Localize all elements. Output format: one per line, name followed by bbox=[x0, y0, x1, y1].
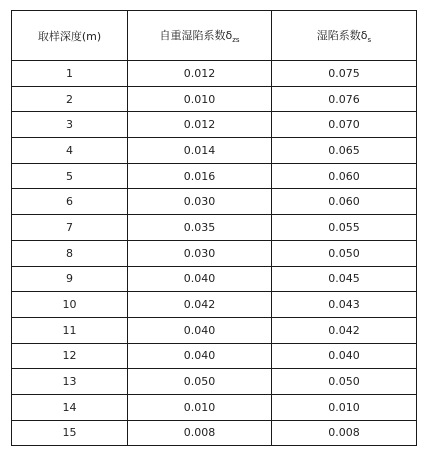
cell-self-weight: 0.012 bbox=[128, 61, 272, 87]
table-row bbox=[12, 317, 417, 343]
cell-depth: 11 bbox=[12, 317, 128, 343]
table-row bbox=[12, 369, 417, 395]
table-row bbox=[12, 266, 417, 292]
header-depth-label: 取样深度(m) bbox=[37, 29, 102, 43]
header-row bbox=[12, 11, 417, 61]
cell-coefficient: 0.008 bbox=[272, 420, 417, 446]
cell-self-weight: 0.040 bbox=[128, 266, 272, 292]
cell-self-weight: 0.014 bbox=[128, 138, 272, 164]
cell-coefficient: 0.060 bbox=[272, 189, 417, 215]
cell-coefficient: 0.050 bbox=[272, 369, 417, 395]
cell-self-weight: 0.030 bbox=[128, 240, 272, 266]
cell-depth: 2 bbox=[12, 86, 128, 112]
cell-depth: 6 bbox=[12, 189, 128, 215]
cell-depth: 4 bbox=[12, 138, 128, 164]
cell-self-weight: 0.040 bbox=[128, 317, 272, 343]
cell-depth: 3 bbox=[12, 112, 128, 138]
table-row bbox=[12, 343, 417, 369]
cell-self-weight: 0.050 bbox=[128, 369, 272, 395]
header-self-weight-subscript: zs bbox=[232, 36, 240, 44]
cell-depth: 13 bbox=[12, 369, 128, 395]
table-row bbox=[12, 86, 417, 112]
header-self-weight-label: 自重湿陷系数δ bbox=[159, 29, 233, 42]
table-row bbox=[12, 215, 417, 241]
cell-depth: 7 bbox=[12, 215, 128, 241]
header-coefficient-subscript: s bbox=[367, 36, 372, 44]
cell-coefficient: 0.075 bbox=[272, 61, 417, 87]
header-self-weight-coefficient bbox=[128, 11, 272, 61]
cell-coefficient: 0.040 bbox=[272, 343, 417, 369]
cell-coefficient: 0.060 bbox=[272, 163, 417, 189]
table-row bbox=[12, 112, 417, 138]
cell-coefficient: 0.043 bbox=[272, 292, 417, 318]
cell-self-weight: 0.035 bbox=[128, 215, 272, 241]
table-row bbox=[12, 138, 417, 164]
cell-self-weight: 0.010 bbox=[128, 394, 272, 420]
table-row bbox=[12, 61, 417, 87]
cell-depth: 15 bbox=[12, 420, 128, 446]
cell-self-weight: 0.030 bbox=[128, 189, 272, 215]
cell-depth: 1 bbox=[12, 61, 128, 87]
cell-depth: 10 bbox=[12, 292, 128, 318]
cell-depth: 14 bbox=[12, 394, 128, 420]
cell-self-weight: 0.040 bbox=[128, 343, 272, 369]
cell-self-weight: 0.016 bbox=[128, 163, 272, 189]
cell-depth: 12 bbox=[12, 343, 128, 369]
cell-self-weight: 0.010 bbox=[128, 86, 272, 112]
cell-depth: 9 bbox=[12, 266, 128, 292]
cell-coefficient: 0.076 bbox=[272, 86, 417, 112]
cell-self-weight: 0.042 bbox=[128, 292, 272, 318]
cell-self-weight: 0.012 bbox=[128, 112, 272, 138]
cell-coefficient: 0.055 bbox=[272, 215, 417, 241]
cell-coefficient: 0.065 bbox=[272, 138, 417, 164]
cell-depth: 5 bbox=[12, 163, 128, 189]
header-collapsibility-coefficient bbox=[272, 11, 417, 61]
cell-coefficient: 0.042 bbox=[272, 317, 417, 343]
table-row bbox=[12, 189, 417, 215]
cell-self-weight: 0.008 bbox=[128, 420, 272, 446]
collapsibility-table bbox=[11, 10, 417, 446]
cell-coefficient: 0.050 bbox=[272, 240, 417, 266]
cell-coefficient: 0.070 bbox=[272, 112, 417, 138]
table-row bbox=[12, 420, 417, 446]
table-row bbox=[12, 240, 417, 266]
cell-coefficient: 0.010 bbox=[272, 394, 417, 420]
table-row bbox=[12, 292, 417, 318]
table-row bbox=[12, 163, 417, 189]
cell-coefficient: 0.045 bbox=[272, 266, 417, 292]
header-depth bbox=[12, 11, 128, 61]
header-coefficient-label: 湿陷系数δ bbox=[316, 29, 368, 42]
table-row bbox=[12, 394, 417, 420]
cell-depth: 8 bbox=[12, 240, 128, 266]
